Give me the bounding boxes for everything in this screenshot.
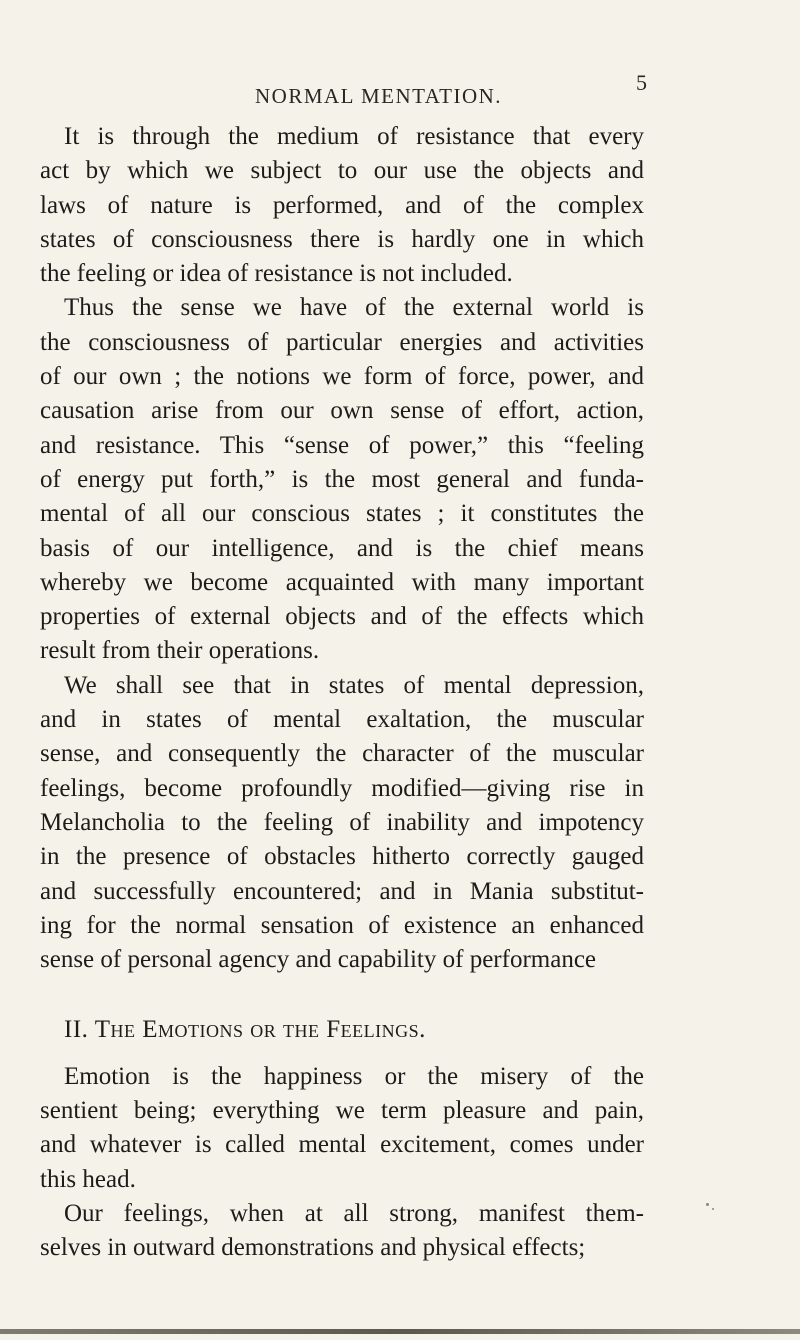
text-line: in the presence of obstacles hitherto correctly gauged xyxy=(40,843,644,871)
text-line: We shall see that in states of mental depression, xyxy=(64,671,644,699)
paragraph xyxy=(40,120,644,291)
text-line: It is through the medium of resistance that every xyxy=(64,123,644,150)
text-line: Our feelings, when at all strong, manifest them- xyxy=(64,1199,644,1227)
text-line: states of consciousness there is hardly one in which xyxy=(40,225,644,253)
text-line: selves in outward demonstrations and physical effects; xyxy=(40,1234,586,1262)
text-line: mental of all our conscious states ; it constitutes the xyxy=(40,500,644,528)
paragraph xyxy=(40,669,644,978)
page-edge-shadow xyxy=(0,1329,800,1334)
page-number: 5 xyxy=(636,70,647,95)
paragraph xyxy=(40,1197,644,1266)
text-line: ing for the normal sensation of existence an enhanced xyxy=(40,911,644,939)
text-line: and in states of mental exaltation, the muscular xyxy=(40,706,644,734)
text-line: and whatever is called mental excitement, comes under xyxy=(40,1131,644,1159)
text-line: whereby we become acquainted with many important xyxy=(40,568,644,596)
text-line: Melancholia to the feeling of inability and impotency xyxy=(40,808,644,836)
text-line: feelings, become profoundly modified—giving rise in xyxy=(40,774,644,802)
paragraph xyxy=(40,291,644,668)
text-line: laws of nature is performed, and of the complex xyxy=(40,191,644,219)
paper-speck xyxy=(706,1203,709,1206)
section-heading: II. The Emotions or the Feelings. xyxy=(64,1016,426,1044)
text-line: the feeling or idea of resistance is not included. xyxy=(40,260,513,288)
text-line: basis of our intelligence, and is the chief means xyxy=(40,534,644,562)
text-line: act by which we subject to our use the objects and xyxy=(40,157,644,185)
text-line: Emotion is the happiness or the misery of the xyxy=(64,1062,644,1090)
text-line: properties of external objects and of the effects which xyxy=(40,603,644,631)
text-line: of our own ; the notions we form of force, power, and xyxy=(40,363,644,391)
text-line: sense of personal agency and capability of performance xyxy=(40,946,597,974)
text-line: this head. xyxy=(40,1165,136,1193)
text-line: the consciousness of particular energies and activities xyxy=(40,328,644,356)
text-line: result from their operations. xyxy=(40,637,320,665)
body-text xyxy=(40,120,644,1266)
paper-speck xyxy=(712,1208,714,1210)
text-line: sense, and consequently the character of the muscular xyxy=(40,740,644,768)
text-line: and resistance. This “sense of power,” this “feeling xyxy=(40,431,644,459)
text-line: and successfully encountered; and in Mania substitut- xyxy=(40,877,644,905)
running-header: NORMAL MENTATION. xyxy=(255,84,503,108)
text-line: causation arise from our own sense of effort, action, xyxy=(40,397,644,425)
paragraph xyxy=(40,1060,644,1197)
text-line: of energy put forth,” is the most general and funda- xyxy=(40,465,644,493)
text-line: Thus the sense we have of the external world is xyxy=(64,294,644,322)
text-line: sentient being; everything we term pleasure and pain, xyxy=(40,1097,644,1125)
